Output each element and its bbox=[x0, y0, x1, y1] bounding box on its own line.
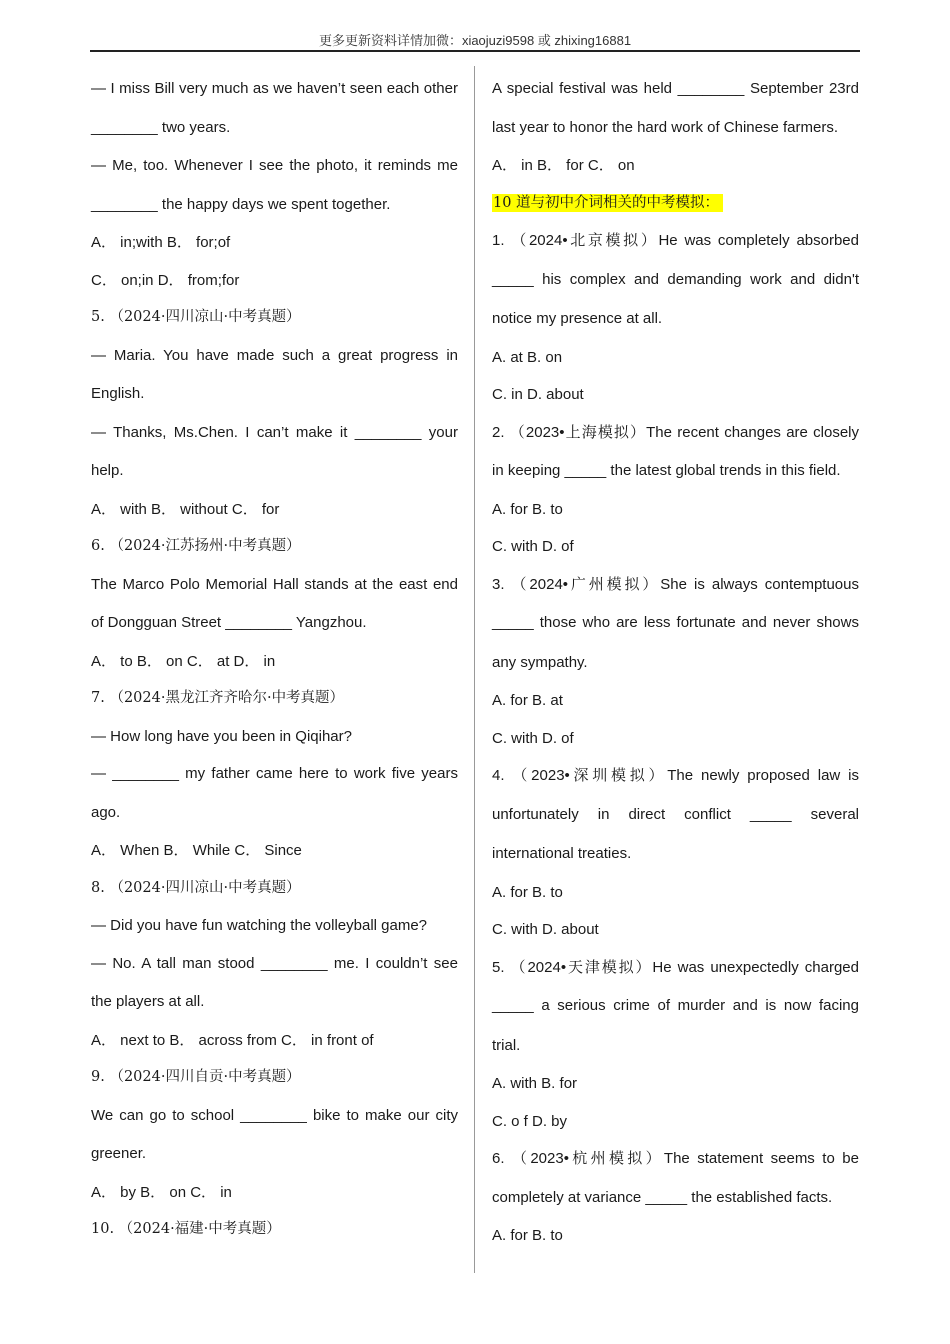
answer-options: C. o f D. by bbox=[492, 1112, 568, 1130]
question-text: 6. （2023•杭州模拟）The statement seems to be bbox=[492, 1150, 859, 1167]
question-text: any sympathy. bbox=[492, 653, 588, 671]
question-text: 5. （2024•天津模拟）He was unexpectedly charged bbox=[492, 958, 859, 976]
question-text: completely at variance _____ the established facts. bbox=[492, 1188, 833, 1206]
question-text: _____ a serious crime of murder and is now facing bbox=[492, 997, 859, 1014]
question-text: 2. （2023•上海模拟）The recent changes are closely bbox=[492, 423, 859, 441]
answer-options: C. with D. of bbox=[492, 538, 574, 555]
question-source: 8. （2024·四川凉山·中考真题） bbox=[91, 879, 301, 896]
answer-options: A． in;with B． for;of bbox=[91, 234, 231, 251]
page-header: 更多更新资料详情加微：xiaojuzi9598 或 zhixing16881 bbox=[318, 33, 632, 48]
section-heading-highlight: 10 道与初中介词相关的中考模拟： bbox=[492, 194, 723, 212]
answer-options: A. at B. on bbox=[492, 348, 563, 366]
question-text: the players at all. bbox=[91, 993, 205, 1010]
question-text: help. bbox=[91, 462, 124, 479]
question-text: — ________ my father came here to work five years bbox=[91, 765, 458, 782]
answer-options: A． next to B． across from C． in front of bbox=[91, 1031, 374, 1049]
answer-options: A． to B． on C． at D． in bbox=[91, 652, 276, 670]
answer-options: A． When B． While C． Since bbox=[91, 842, 302, 859]
question-text: ________ two years. bbox=[91, 118, 231, 136]
question-text: _____ his complex and demanding work and didn't bbox=[492, 270, 859, 288]
question-text: The Marco Polo Memorial Hall stands at the east end bbox=[91, 575, 458, 593]
answer-options: A． with B． without C． for bbox=[91, 500, 280, 518]
answer-options: C． on;in D． from;for bbox=[91, 271, 240, 289]
question-text: unfortunately in direct conflict _____ several bbox=[492, 805, 859, 823]
answer-options: A. for B. to bbox=[492, 500, 563, 518]
question-text: — Me, too. Whenever I see the photo, it reminds me bbox=[91, 157, 458, 174]
answer-options: C. with D. about bbox=[492, 921, 599, 938]
question-text: last year to honor the hard work of Chinese farmers. bbox=[492, 118, 838, 136]
answer-options: C. in D. about bbox=[492, 386, 584, 403]
question-text: — No. A tall man stood ________ me. I couldn’t see bbox=[91, 954, 458, 972]
answer-options: C. with D. of bbox=[492, 729, 574, 747]
question-text: — Did you have fun watching the volleyball game? bbox=[91, 917, 428, 934]
answer-options: A. for B. at bbox=[492, 692, 563, 709]
left-column bbox=[91, 70, 458, 1249]
question-text: — How long have you been in Qiqihar? bbox=[91, 727, 352, 745]
question-text: 4. （2023•深圳模拟）The newly proposed law is bbox=[492, 767, 859, 784]
question-text: ago. bbox=[91, 803, 121, 821]
question-text: We can go to school ________ bike to make our city bbox=[91, 1106, 458, 1124]
question-text: 3. （2024•广州模拟）She is always contemptuous bbox=[492, 575, 859, 593]
question-text: A special festival was held ________ September 23rd bbox=[492, 80, 859, 97]
answer-options: A. for B. to bbox=[492, 883, 563, 901]
question-text: international treaties. bbox=[492, 845, 632, 862]
answer-options: A. for B. to bbox=[492, 1227, 563, 1244]
question-source: 10. （2024·福建·中考真题） bbox=[91, 1221, 281, 1237]
column-divider bbox=[474, 66, 475, 1273]
question-source: 5. （2024·四川凉山·中考真题） bbox=[91, 309, 301, 325]
question-source: 9. （2024·四川自贡·中考真题） bbox=[91, 1069, 301, 1085]
question-text: — Maria. You have made such a great progress in bbox=[91, 346, 458, 364]
answer-options: A． in B． for C． on bbox=[492, 157, 635, 174]
answer-options: A. with B. for bbox=[492, 1075, 578, 1092]
question-text: greener. bbox=[91, 1145, 147, 1162]
question-source: 6. （2024·江苏扬州·中考真题） bbox=[91, 538, 301, 554]
question-source: 7. （2024·黑龙江齐齐哈尔·中考真题） bbox=[91, 690, 345, 706]
question-text: trial. bbox=[492, 1036, 521, 1054]
header-rule bbox=[90, 50, 860, 52]
question-text: 1. （2024•北京模拟）He was completely absorbed bbox=[492, 232, 859, 249]
question-text: — Thanks, Ms.Chen. I can’t make it ________ your bbox=[91, 423, 458, 441]
right-column bbox=[492, 70, 859, 1255]
question-text: — I miss Bill very much as we haven’t seen each other bbox=[91, 80, 458, 97]
question-text: of Dongguan Street ________ Yangzhou. bbox=[91, 614, 367, 631]
question-text: _____ those who are less fortunate and never shows bbox=[492, 614, 859, 631]
section-heading bbox=[492, 185, 859, 223]
answer-options: A． by B． on C． in bbox=[91, 1183, 232, 1201]
question-text: in keeping _____ the latest global trends in this field. bbox=[492, 462, 841, 479]
question-text: ________ the happy days we spent together. bbox=[91, 195, 391, 213]
question-text: English. bbox=[91, 385, 145, 402]
question-text: notice my presence at all. bbox=[492, 310, 663, 327]
